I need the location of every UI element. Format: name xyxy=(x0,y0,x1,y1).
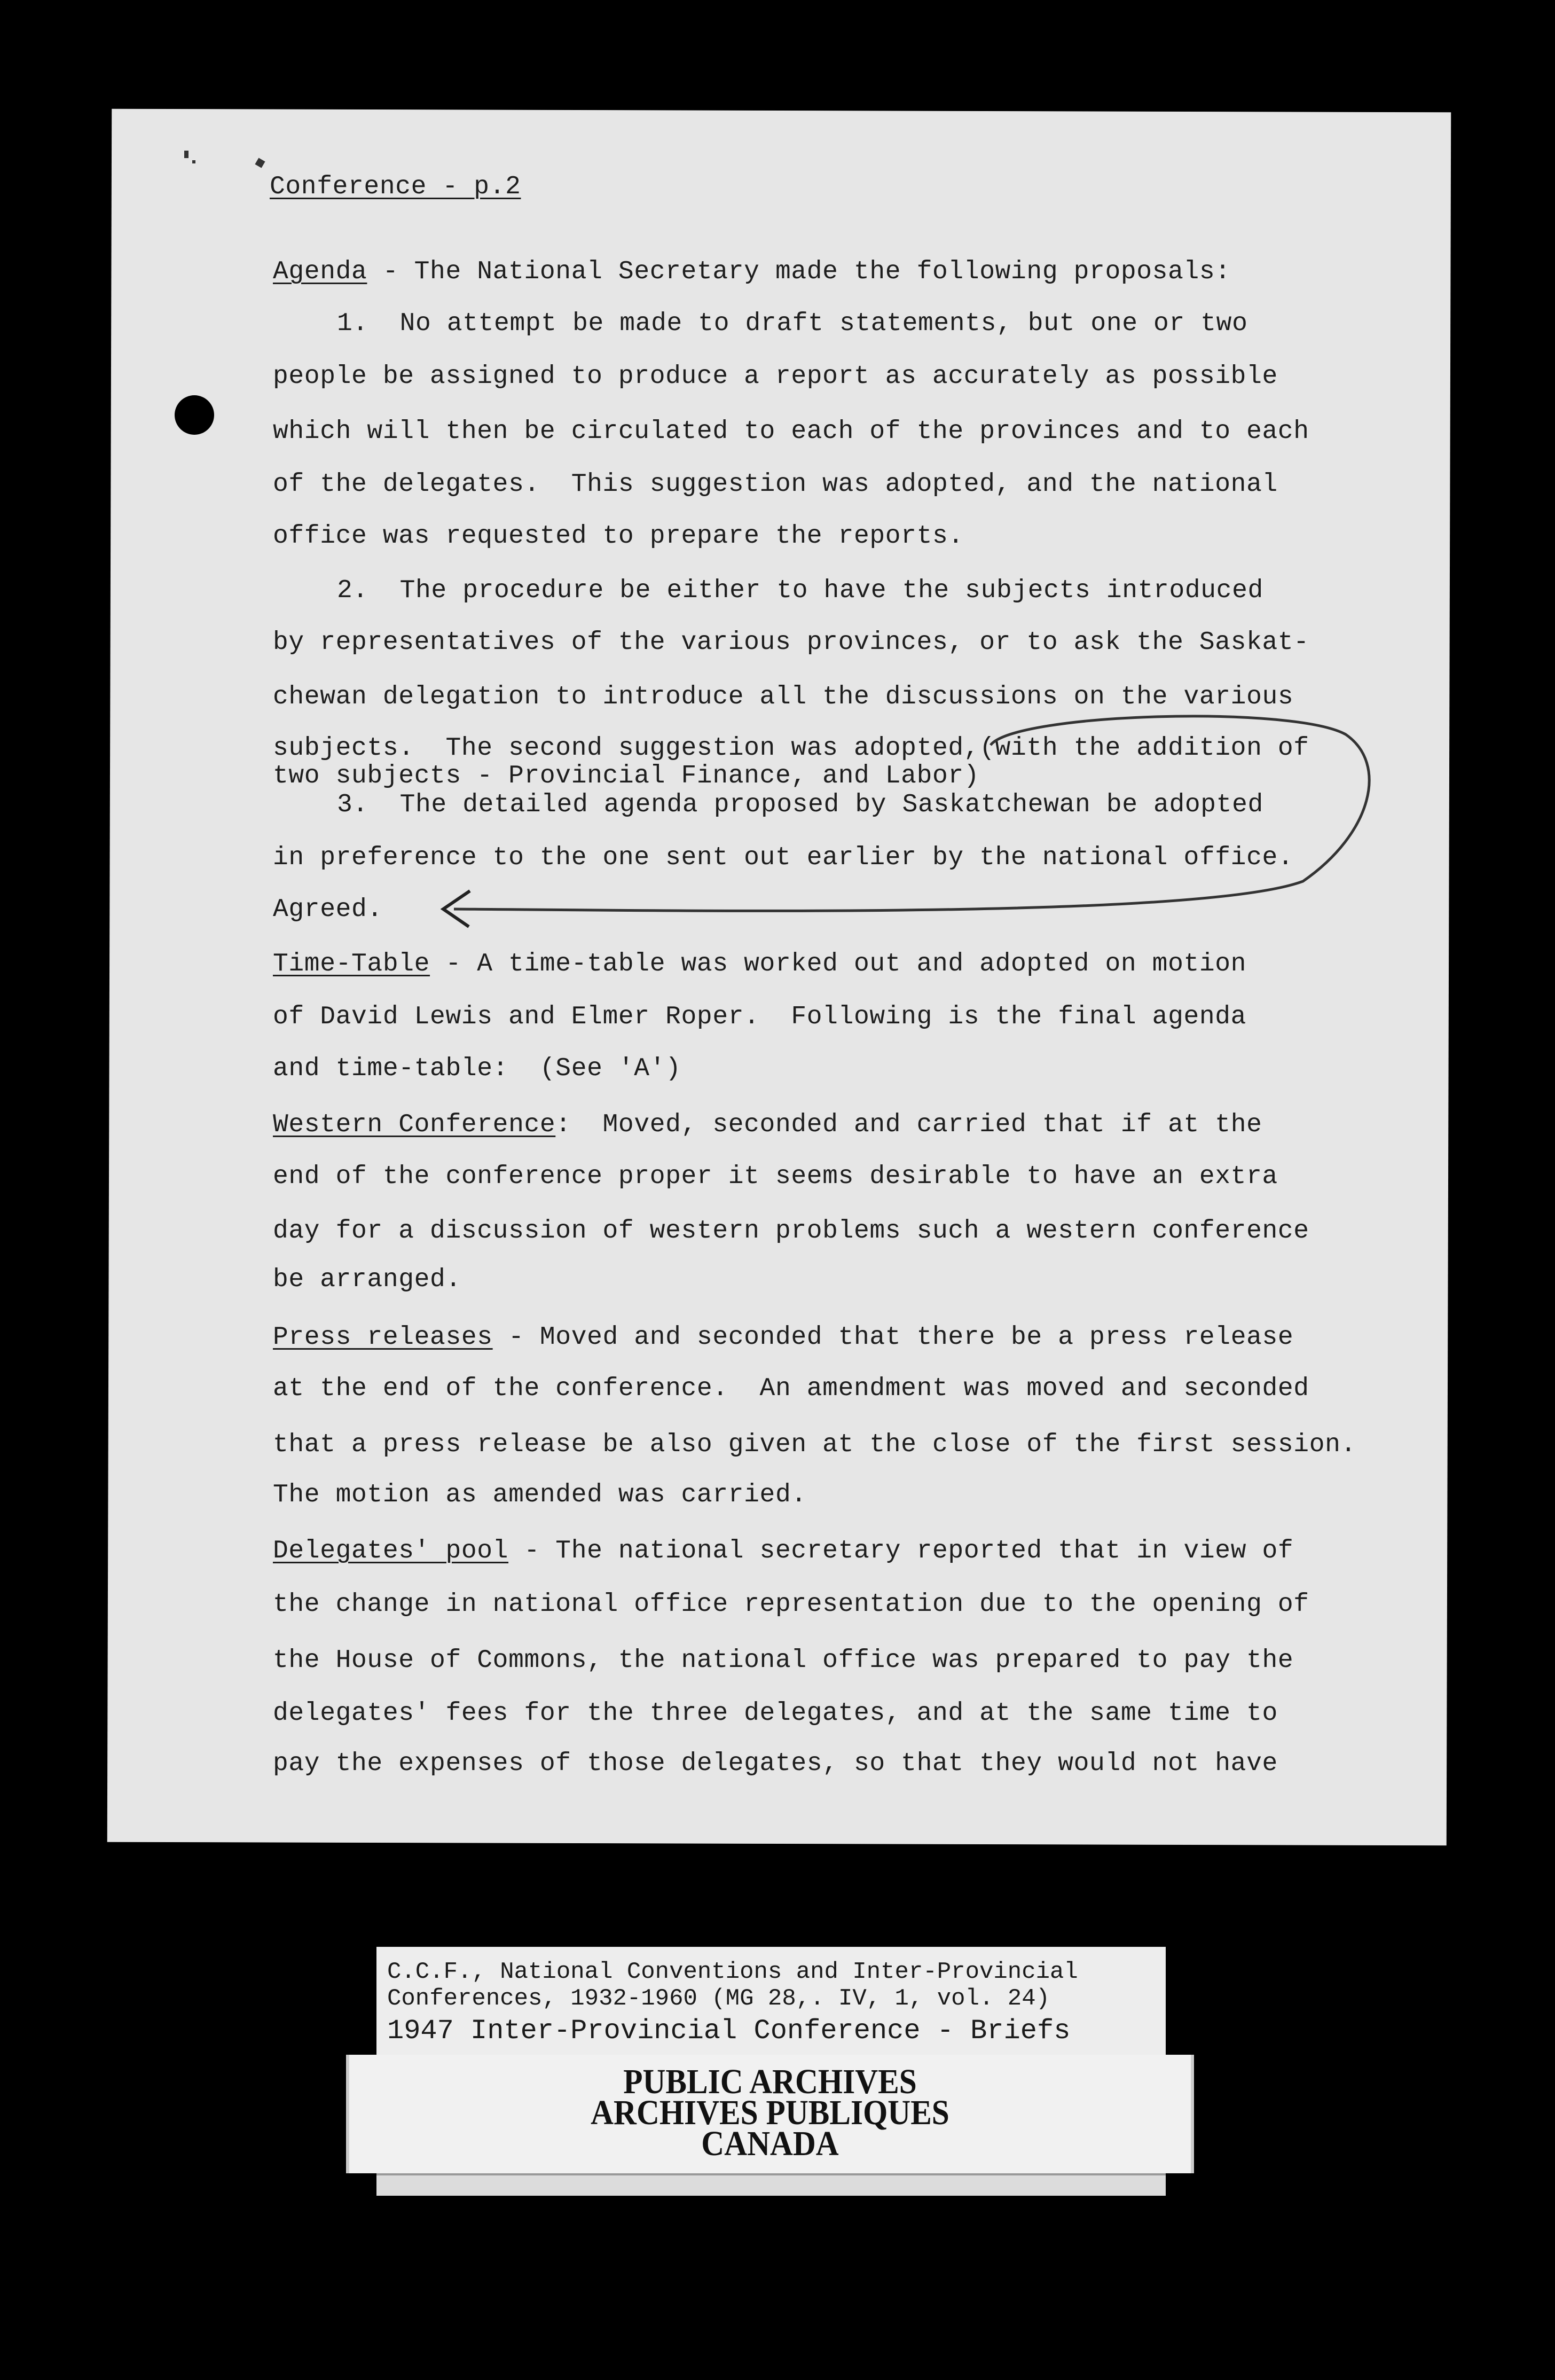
label-edge xyxy=(376,2173,1166,2196)
text-line xyxy=(273,256,1231,288)
text-line xyxy=(273,1264,461,1296)
text-line xyxy=(273,1535,1293,1567)
underlined-heading: Press releases xyxy=(273,1323,493,1352)
archive-reference-label xyxy=(376,1947,1166,2056)
text-line xyxy=(273,1429,1356,1461)
text-line xyxy=(273,894,383,926)
text-line xyxy=(273,520,964,552)
line-text: end of the conference proper it seems desirable to have an extra xyxy=(273,1162,1278,1191)
text-line xyxy=(273,1748,1278,1780)
stamp-line-3: CANADA xyxy=(701,2124,839,2163)
text-line xyxy=(270,171,521,203)
text-line xyxy=(273,1001,1246,1033)
text-line xyxy=(273,842,1293,874)
line-text: of the delegates. This suggestion was adopted, and the national xyxy=(273,470,1278,499)
scan-speck xyxy=(192,160,195,163)
stamp-line-2: ARCHIVES PUBLIQUES xyxy=(591,2093,949,2132)
text-line xyxy=(337,789,1263,821)
line-text: - The national secretary reported that in view of xyxy=(508,1537,1294,1565)
label-line-1: C.C.F., National Conventions and Inter-Provincial xyxy=(387,1959,1078,1985)
line-text: : Moved, seconded and carried that if at the xyxy=(555,1110,1262,1139)
underlined-heading: Time-Table xyxy=(273,950,430,978)
line-text: office was requested to prepare the reports. xyxy=(273,522,964,551)
line-text: pay the expenses of those delegates, so that they would not have xyxy=(273,1749,1278,1778)
line-text: in preference to the one sent out earlier by the national office. xyxy=(273,843,1294,872)
line-text: people be assigned to produce a report as accurately as possible xyxy=(273,362,1278,391)
text-line xyxy=(273,681,1293,713)
line-text: - A time-table was worked out and adopted on motion xyxy=(430,950,1247,978)
line-text: and time-table: (See 'A') xyxy=(273,1054,681,1083)
line-text: which will then be circulated to each of the provinces and to each xyxy=(273,417,1309,446)
line-text: The motion as amended was carried. xyxy=(273,1481,807,1509)
text-line xyxy=(273,1479,807,1511)
text-line xyxy=(273,948,1246,980)
line-text: 3. The detailed agenda proposed by Saskatchewan be adopted xyxy=(337,790,1263,819)
underlined-heading: Delegates' pool xyxy=(273,1537,509,1565)
public-archives-stamp xyxy=(346,2055,1194,2173)
text-line xyxy=(273,1645,1293,1677)
text-line xyxy=(273,1215,1309,1247)
scan-speck xyxy=(184,151,189,158)
line-text: be arranged. xyxy=(273,1265,461,1294)
text-line xyxy=(273,416,1309,448)
line-text: the change in national office representation due to the opening of xyxy=(273,1590,1309,1619)
text-line xyxy=(273,1109,1262,1141)
line-text: 1. No attempt be made to draft statements, but one or two xyxy=(337,309,1248,338)
line-text: - Moved and seconded that there be a press release xyxy=(492,1323,1294,1352)
text-line xyxy=(337,575,1263,607)
text-line xyxy=(337,308,1247,340)
line-text: Agreed. xyxy=(273,895,383,924)
underlined-heading: Agenda xyxy=(273,257,367,286)
text-line xyxy=(273,627,1309,659)
text-line xyxy=(273,468,1278,500)
underlined-heading: Western Conference xyxy=(273,1110,556,1139)
line-text: 2. The procedure be either to have the subjects introduced xyxy=(337,576,1263,605)
line-text: of David Lewis and Elmer Roper. Following is the final agenda xyxy=(273,1003,1247,1031)
line-text: at the end of the conference. An amendment was moved and seconded xyxy=(273,1374,1309,1403)
line-text: the House of Commons, the national office was prepared to pay the xyxy=(273,1646,1294,1675)
text-line xyxy=(273,1697,1278,1729)
line-text: - The National Secretary made the following proposals: xyxy=(367,257,1231,286)
underlined-heading: Conference - p.2 xyxy=(270,173,521,201)
text-line xyxy=(273,361,1278,393)
text-line xyxy=(273,1321,1293,1353)
text-line xyxy=(273,760,979,792)
line-text: two subjects - Provincial Finance, and Labor) xyxy=(273,762,980,790)
line-text: subjects. The second suggestion was adopted,(with the addition of xyxy=(273,734,1309,763)
line-text: delegates' fees for the three delegates, and at the same time to xyxy=(273,1699,1278,1728)
line-text: that a press release be also given at the close of the first session. xyxy=(273,1430,1356,1459)
punch-hole xyxy=(175,395,214,435)
label-line-2: Conferences, 1932-1960 (MG 28,. IV, 1, vol. 24) xyxy=(387,1985,1050,2012)
text-line xyxy=(273,1053,681,1085)
text-line xyxy=(273,1161,1278,1193)
text-line xyxy=(273,1588,1309,1620)
line-text: day for a discussion of western problems such a western conference xyxy=(273,1217,1309,1246)
line-text: by representatives of the various provinces, or to ask the Saskat- xyxy=(273,628,1309,657)
stamp-line-1: PUBLIC ARCHIVES xyxy=(623,2062,917,2101)
text-line xyxy=(273,1373,1309,1405)
text-line xyxy=(273,732,1309,764)
line-text: chewan delegation to introduce all the discussions on the various xyxy=(273,683,1294,711)
label-line-3: 1947 Inter-Provincial Conference - Briefs xyxy=(387,2015,1071,2047)
